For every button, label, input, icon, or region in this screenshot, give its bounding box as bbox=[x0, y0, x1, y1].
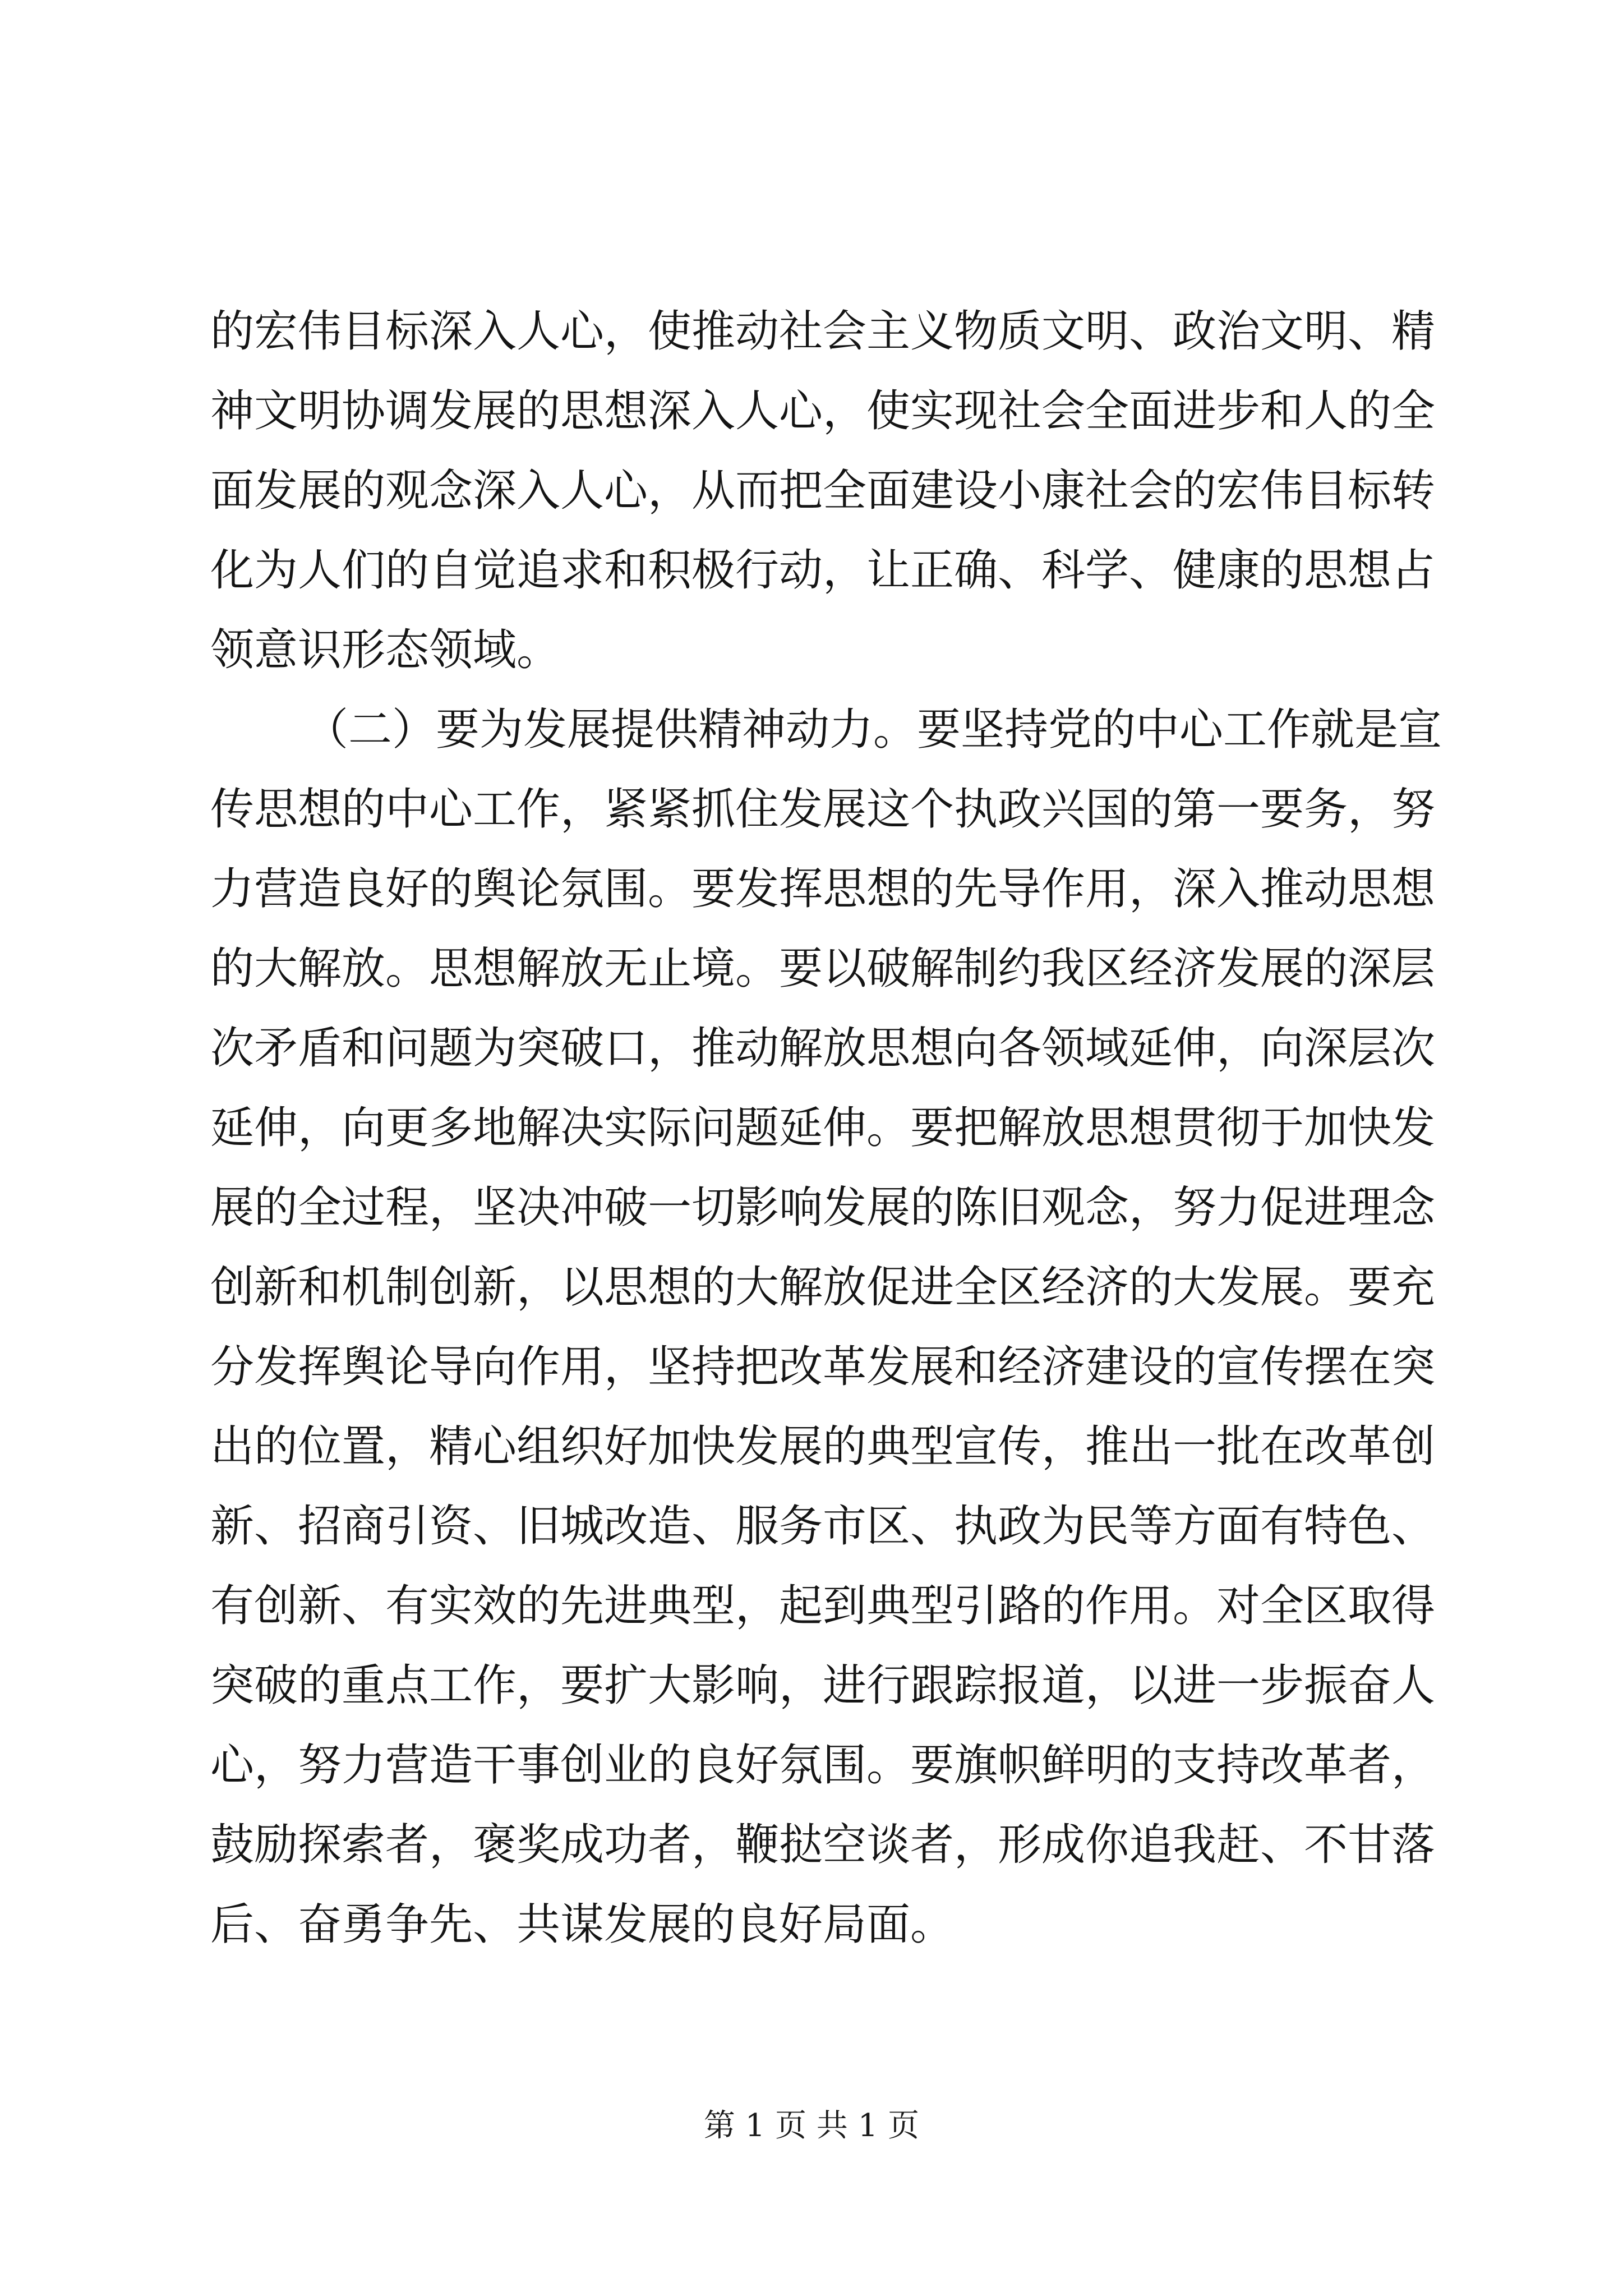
text-line: 心，努力营造干事创业的良好氛围。要旗帜鲜明的支持改革者， bbox=[210, 1740, 1436, 1791]
text-line: 力营造良好的舆论氛围。要发挥思想的先导作用，深入推动思想 bbox=[210, 864, 1436, 914]
text-line: 分发挥舆论导向作用，坚持把改革发展和经济建设的宣传摆在突 bbox=[210, 1342, 1436, 1392]
text-line: 面发展的观念深入人心，从而把全面建设小康社会的宏伟目标转 bbox=[210, 466, 1436, 516]
paragraph-1 bbox=[210, 292, 1436, 690]
text-line: 传思想的中心工作，紧紧抓住发展这个执政兴国的第一要务，努 bbox=[210, 784, 1436, 835]
text-line: 出的位置，精心组织好加快发展的典型宣传，推出一批在改革创 bbox=[210, 1421, 1436, 1472]
paragraph-2 bbox=[210, 690, 1442, 1964]
text-line: 创新和机制创新，以思想的大解放促进全区经济的大发展。要充 bbox=[210, 1262, 1436, 1313]
text-line: 次矛盾和问题为突破口，推动解放思想向各领域延伸，向深层次 bbox=[210, 1023, 1436, 1074]
text-line: 后、奋勇争先、共谋发展的良好局面。 bbox=[210, 1899, 955, 1950]
text-line: 新、招商引资、旧城改造、服务市区、执政为民等方面有特色、 bbox=[210, 1501, 1436, 1552]
text-line: 的宏伟目标深入人心，使推动社会主义物质文明、政治文明、精 bbox=[210, 306, 1436, 357]
page-number-label: 第 1 页 共 1 页 bbox=[703, 2108, 920, 2144]
text-line: （二）要为发展提供精神动力。要坚持党的中心工作就是宣 bbox=[305, 705, 1442, 755]
text-line: 化为人们的自觉追求和积极行动，让正确、科学、健康的思想占 bbox=[210, 545, 1436, 596]
document-body bbox=[210, 292, 1442, 1964]
text-line: 展的全过程，坚决冲破一切影响发展的陈旧观念，努力促进理念 bbox=[210, 1182, 1436, 1233]
text-line: 有创新、有实效的先进典型，起到典型引路的作用。对全区取得 bbox=[210, 1581, 1436, 1631]
text-line: 延伸，向更多地解决实际问题延伸。要把解放思想贯彻于加快发 bbox=[210, 1103, 1436, 1153]
text-line: 鼓励探索者，褒奖成功者，鞭挞空谈者，形成你追我赶、不甘落 bbox=[210, 1820, 1436, 1870]
text-line: 神文明协调发展的思想深入人心，使实现社会全面进步和人的全 bbox=[210, 386, 1436, 436]
page-footer bbox=[0, 2106, 1623, 2146]
text-line: 领意识形态领域。 bbox=[210, 625, 561, 675]
text-line: 突破的重点工作，要扩大影响，进行跟踪报道，以进一步振奋人 bbox=[210, 1660, 1436, 1711]
text-line: 的大解放。思想解放无止境。要以破解制约我区经济发展的深层 bbox=[210, 944, 1436, 994]
